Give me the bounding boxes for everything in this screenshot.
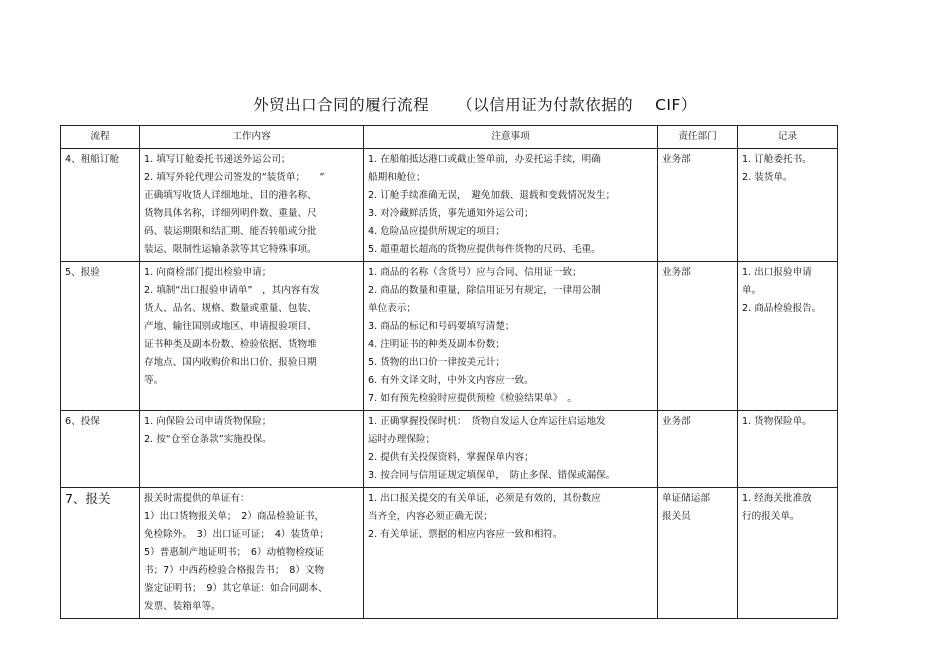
cell-content-line: 报关时需提供的单证有：: [144, 493, 250, 504]
cell-notes-line: 1. 正确掌握投保时机： 货物自发运人仓库运往启运地发: [368, 416, 606, 427]
cell-notes-line: 5. 超重超长超高的货物应提供每件货物的尺码、毛重。: [368, 244, 601, 255]
cell-notes-line: 6. 有外文译文时，中外文内容应一致。: [368, 375, 534, 386]
cell-content-line: 1. 向保险公司申请货物保险；: [144, 416, 272, 427]
cell-notes-line: 4. 注明证书的种类及副本份数；: [368, 339, 505, 350]
cell-record-line: 单。: [742, 285, 762, 296]
cell-content-line: 1. 向商检部门提出检验申请；: [144, 267, 272, 278]
cell-notes-line: 船期和舱位；: [368, 172, 426, 183]
cell-dept: [658, 411, 738, 488]
cell-record-line: 1. 货物保险单。: [742, 416, 812, 427]
cell-record-line: 1. 经海关批准放: [742, 493, 812, 504]
cell-record: [738, 149, 838, 262]
cell-content-line: 产地、输往国别或地区、申请报验项目、: [144, 321, 317, 332]
table-row: [61, 488, 838, 619]
table-row: [61, 149, 838, 262]
cell-content: [140, 488, 364, 619]
cell-dept-line: 业务部: [662, 267, 691, 278]
cell-content: [140, 411, 364, 488]
cell-content-line: 码、装运期限和结汇期、能否转船或分批: [144, 226, 317, 237]
cell-record: [738, 411, 838, 488]
cell-content-line: 装运、限制性运输条款等其它特殊事项。: [144, 244, 317, 255]
cell-content-line: 存地点、国内收购价和出口价、报验日期: [144, 357, 317, 368]
cell-notes-line: 2. 订舱手续准确无误， 避免加载、退载和变载情况发生；: [368, 190, 616, 201]
title-term: CIF）: [655, 96, 697, 114]
title-paren: （以信用证为付款依据的: [457, 96, 634, 114]
cell-content-line: 2. 按“仓至仓条款”实施投保。: [144, 434, 272, 445]
cell-notes-line: 7. 如有预先检验时应提供预检《检验结果单》 。: [368, 393, 577, 404]
cell-dept: [658, 262, 738, 411]
header-process: 流程: [61, 126, 140, 149]
cell-dept: [658, 488, 738, 619]
cell-content-line: 鉴定证明书； 9）其它单证：如合同副本、: [144, 583, 328, 594]
header-notes: 注意事项: [364, 126, 658, 149]
cell-content-line: 免检除外。 3）出口证可证； 4）装货单；: [144, 529, 329, 540]
header-content: 工作内容: [140, 126, 364, 149]
cell-record-line: 1. 出口报验申请: [742, 267, 812, 278]
cell-notes: [364, 149, 658, 262]
cell-notes: [364, 262, 658, 411]
cell-notes-line: 1. 商品的名称（含货号）应与合同、信用证一致；: [368, 267, 582, 278]
cell-record: [738, 488, 838, 619]
cell-content-line: 2. 填写外轮代理公司签发的“装货单； ”: [144, 172, 325, 183]
cell-dept-line: 业务部: [662, 154, 691, 165]
table-header-row: [61, 126, 838, 149]
cell-step: 5、报验: [61, 262, 140, 411]
cell-notes-line: 2. 提供有关投保资料，掌握保单内容；: [368, 452, 534, 463]
cell-content-line: 货物具体名称，详细列明件数、重量、尺: [144, 208, 317, 219]
cell-notes: [364, 411, 658, 488]
cell-dept-line: 单证储运部: [662, 493, 710, 504]
cell-content: [140, 262, 364, 411]
cell-notes-line: 3. 按合同与信用证规定填保单， 防止多保、错保或漏保。: [368, 470, 616, 481]
cell-content-line: 等。: [144, 375, 164, 386]
cell-notes-line: 1. 出口报关提交的有关单证，必须是有效的，其份数应: [368, 493, 601, 504]
cell-content-line: 货人、品名、规格、数量或重量、包装、: [144, 303, 317, 314]
cell-record: [738, 262, 838, 411]
table-row: [61, 262, 838, 411]
cell-content: [140, 149, 364, 262]
cell-step: 6、投保: [61, 411, 140, 488]
cell-step: 7、报关: [61, 488, 140, 619]
cell-content-line: 证书种类及副本份数、检验依据、货物堆: [144, 339, 317, 350]
cell-content-line: 5）普惠制产地证明书； 6）动植物检疫证: [144, 547, 325, 558]
cell-record-line: 行的报关单。: [742, 511, 800, 522]
cell-record-line: 2. 商品检验报告。: [742, 303, 822, 314]
cell-notes-line: 1. 在船舶抵达港口或截止签单前，办妥托运手续，明确: [368, 154, 601, 165]
process-table: [60, 125, 838, 619]
cell-step: 4、租船订舱: [61, 149, 140, 262]
cell-notes-line: 运时办理保险；: [368, 434, 436, 445]
table-body: [61, 149, 838, 619]
cell-content-line: 发票、装箱单等。: [144, 601, 221, 612]
table-row: [61, 411, 838, 488]
header-dept: 责任部门: [658, 126, 738, 149]
cell-notes: [364, 488, 658, 619]
cell-record-line: 2. 装货单。: [742, 172, 793, 183]
cell-content-line: 正确填写收货人详细地址、目的港名称、: [144, 190, 317, 201]
cell-record-line: 1. 订舱委托书。: [742, 154, 812, 165]
cell-notes-line: 2. 有关单证、票据的相应内容应一致和相符。: [368, 529, 563, 540]
cell-notes-line: 4. 危险品应提供所规定的项目；: [368, 226, 505, 237]
cell-notes-line: 2. 商品的数量和重量，除信用证另有规定，一律用公制: [368, 285, 601, 296]
header-record: 记录: [738, 126, 838, 149]
cell-notes-line: 3. 对冷藏鲜活货，事先通知外运公司；: [368, 208, 534, 219]
cell-dept-line: 业务部: [662, 416, 691, 427]
title-main: 外贸出口合同的履行流程: [253, 96, 430, 114]
cell-content-line: 1. 填写订舱委托书递送外运公司；: [144, 154, 291, 165]
cell-dept: [658, 149, 738, 262]
cell-notes-line: 3. 商品的标记和号码要填写清楚；: [368, 321, 515, 332]
cell-dept-line: 报关员: [662, 511, 691, 522]
document-title: [0, 93, 950, 115]
cell-notes-line: 当齐全，内容必须正确无误；: [368, 511, 493, 522]
cell-content-line: 1）出口货物报关单； 2）商品检验证书，: [144, 511, 325, 522]
cell-content-line: 2. 填制“出口报验申请单” ，其内容有发: [144, 285, 320, 296]
cell-notes-line: 单位表示；: [368, 303, 416, 314]
cell-notes-line: 5. 货物的出口价一律按美元计；: [368, 357, 505, 368]
cell-content-line: 书；7）中西药检验合格报告书； 8）文物: [144, 565, 325, 576]
